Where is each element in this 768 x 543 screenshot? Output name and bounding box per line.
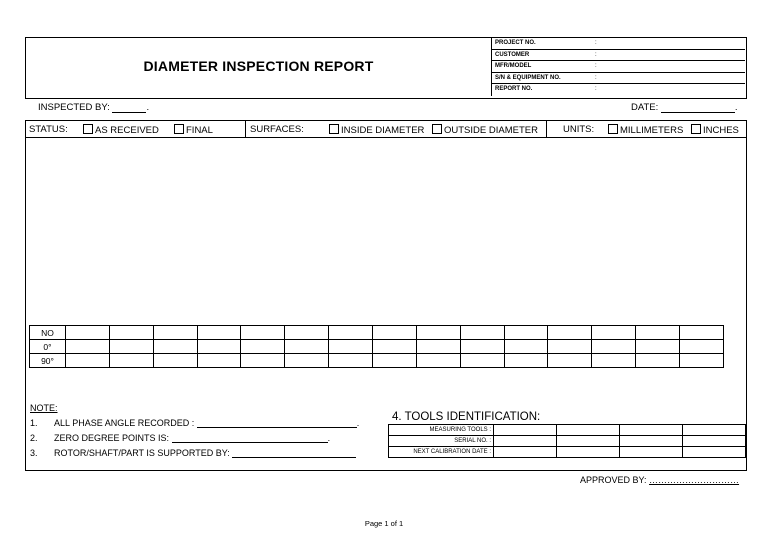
checkbox-icon[interactable] [329, 124, 339, 134]
table-row [30, 340, 724, 354]
meta-colon: : [595, 40, 597, 46]
meta-colon: : [595, 51, 597, 58]
table-row [30, 354, 724, 368]
tools-table [388, 424, 746, 458]
meta-row-project-no [492, 38, 745, 50]
note-item-3 [30, 448, 356, 458]
table-row [389, 447, 746, 458]
date-end: . [734, 102, 738, 113]
meta-row-mfr-model [492, 61, 745, 73]
approved-by-label: APPROVED BY: [580, 475, 647, 485]
notes-title: NOTE: [30, 403, 58, 413]
date-field[interactable] [661, 103, 735, 113]
meta-label: REPORT NO. [495, 86, 533, 93]
checkbox-icon[interactable] [691, 124, 701, 134]
meta-label: MFR/MODEL [495, 63, 532, 70]
inside-diameter-option[interactable]: INSIDE DIAMETER [329, 124, 424, 136]
inspected-by-end: . [146, 102, 150, 113]
checkbox-icon[interactable] [608, 124, 618, 134]
note-text: ROTOR/SHAFT/PART IS SUPPORTED BY: [54, 448, 230, 458]
inches-option[interactable]: INCHES [691, 124, 739, 136]
tool-label: NEXT CALIBRATION DATE : [389, 447, 494, 458]
table-row [30, 326, 724, 340]
note-number: 2. [30, 433, 38, 443]
measurement-table [29, 325, 724, 368]
row-label: NO [30, 326, 66, 340]
inspected-by-field[interactable] [112, 103, 146, 113]
meta-colon: : [595, 74, 597, 81]
outside-diameter-option[interactable]: OUTSIDE DIAMETER [432, 124, 538, 136]
tool-label: SERIAL NO. : [389, 436, 494, 447]
inspected-by-label: INSPECTED BY: [38, 102, 110, 113]
meta-label: CUSTOMER [495, 51, 530, 58]
tool-label: MEASURING TOOLS : [389, 425, 494, 436]
meta-label: PROJECT NO. [495, 40, 536, 46]
tools-title: 4. TOOLS IDENTIFICATION: [392, 411, 541, 423]
units-label: UNITS: [563, 124, 595, 135]
note-number: 1. [30, 418, 38, 428]
note-item-1: 1. ALL PHASE ANGLE RECORDED : . [30, 418, 360, 428]
checkbox-icon[interactable] [432, 124, 442, 134]
note-text: ZERO DEGREE POINTS IS: [54, 433, 170, 443]
approved-by-line [580, 475, 739, 485]
note-item-2: 2. ZERO DEGREE POINTS IS: . [30, 433, 331, 443]
checkbox-icon[interactable] [174, 124, 184, 134]
as-received-option[interactable]: AS RECEIVED [83, 124, 159, 136]
meta-colon: : [595, 86, 597, 93]
note-field[interactable] [232, 448, 356, 458]
checkbox-icon[interactable] [83, 124, 93, 134]
surfaces-label: SURFACES: [250, 124, 304, 135]
date-line [631, 102, 738, 113]
sketch-area[interactable] [26, 138, 746, 324]
meta-label: S/N & EQUIPMENT NO. [495, 74, 561, 81]
date-label: DATE: [631, 102, 659, 113]
note-text: ALL PHASE ANGLE RECORDED : [54, 418, 195, 428]
final-option[interactable]: FINAL [174, 124, 213, 136]
table-row [389, 436, 746, 447]
page-number: Page 1 of 1 [364, 519, 404, 528]
status-label: STATUS: [29, 124, 68, 135]
report-meta-block [491, 38, 745, 96]
millimeters-option[interactable]: MILLIMETERS [608, 124, 683, 136]
status-row [26, 121, 746, 138]
note-field[interactable] [172, 433, 328, 443]
row-label: 0° [30, 340, 66, 354]
meta-colon: : [595, 63, 597, 70]
report-header [25, 37, 747, 99]
table-row [389, 425, 746, 436]
note-number: 3. [30, 448, 38, 458]
note-field[interactable] [197, 418, 357, 428]
meta-row-serial-equipment [492, 73, 745, 85]
meta-row-report-no [492, 84, 745, 96]
report-title: DIAMETER INSPECTION REPORT [143, 58, 374, 74]
row-label: 90° [30, 354, 66, 368]
meta-row-customer [492, 50, 745, 62]
approved-by-field[interactable]: ………………………… [649, 475, 740, 485]
inspected-by-line [38, 102, 149, 113]
